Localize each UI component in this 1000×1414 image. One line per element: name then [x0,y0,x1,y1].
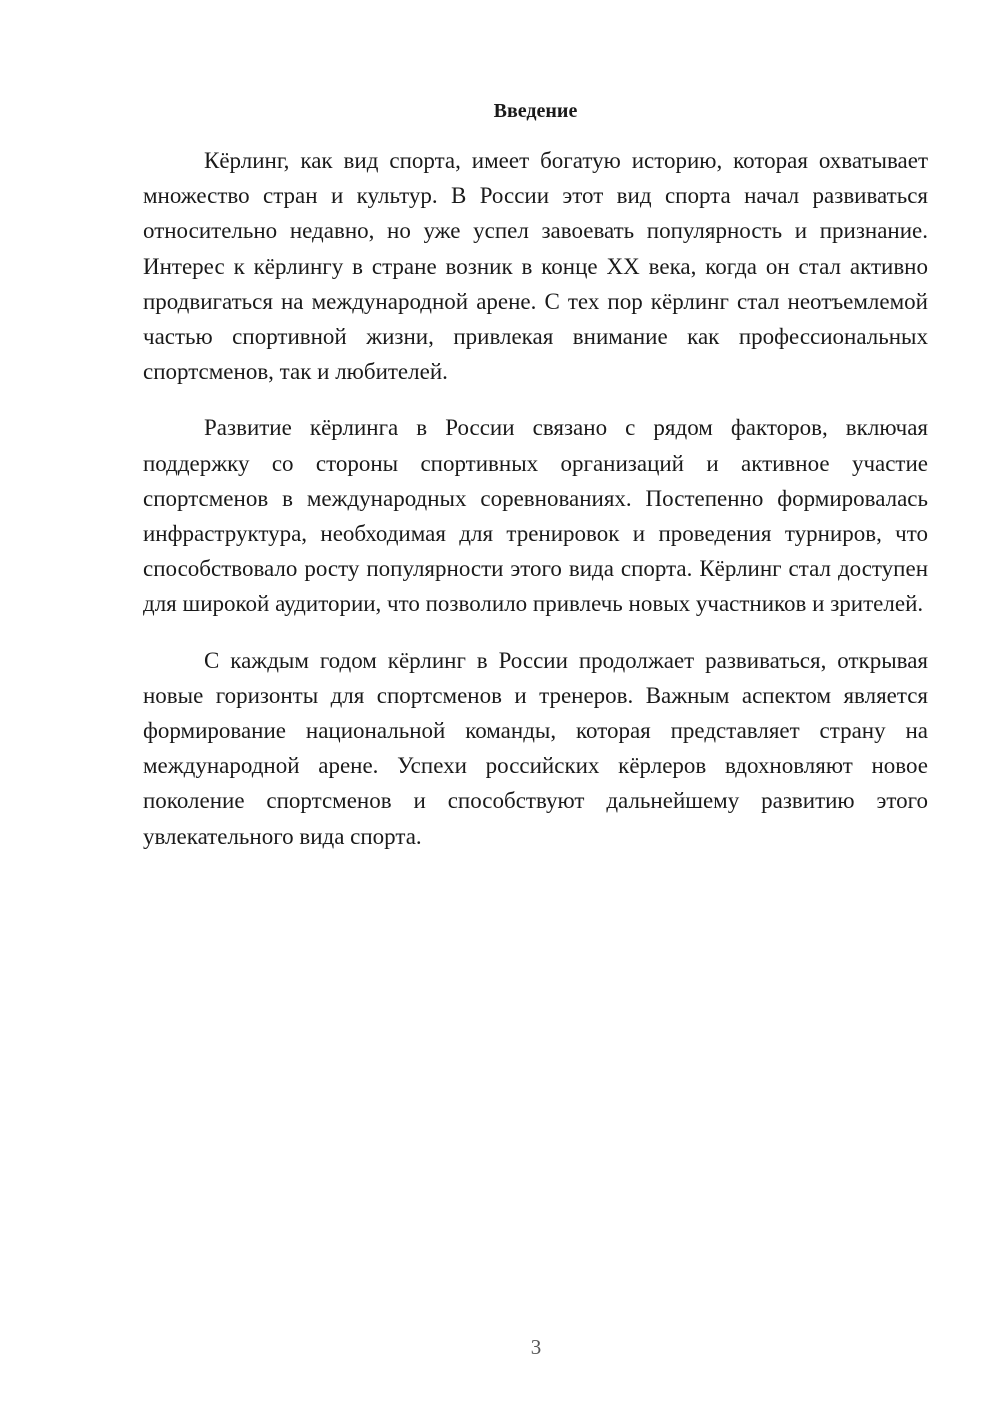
section-heading: Введение [493,100,578,122]
paragraph-3: С каждым годом кёрлинг в России продолжает развиваться, открывая новые горизонты для спортсменов и тренеров. Важным аспектом является формирование национальной команды, которая представляет страну на международной арене. Успехи российских кёрлеров вдохновляют новое поколение спортсменов и способствуют дальнейшему развитию этого увлекательного вида спорта. [143,647,928,849]
paragraph-1: Кёрлинг, как вид спорта, имеет богатую историю, которая охватывает множество стран и культур. В России этот вид спорта начал развиваться относительно недавно, но уже успел завоевать популярность и признание. Интерес к кёрлингу в стране возник в конце XX века, когда он стал активно продвигаться на международной арене. С тех пор кёрлинг стал неотъемлемой частью спортивной жизни, привлекая внимание как профессиональных спортсменов, так и любителей. [143,148,928,385]
body-text [143,143,928,875]
paragraph-2: Развитие кёрлинга в России связано с рядом факторов, включая поддержку со стороны спортивных организаций и активное участие спортсменов в международных соревнованиях. Постепенно формировалась инфраструктура, необходимая для тренировок и проведения турниров, что способствовало росту популярности этого вида спорта. Кёрлинг стал доступен для широкой аудитории, что позволило привлечь новых участников и зрителей. [143,415,928,617]
page-number: 3 [530,1335,542,1359]
